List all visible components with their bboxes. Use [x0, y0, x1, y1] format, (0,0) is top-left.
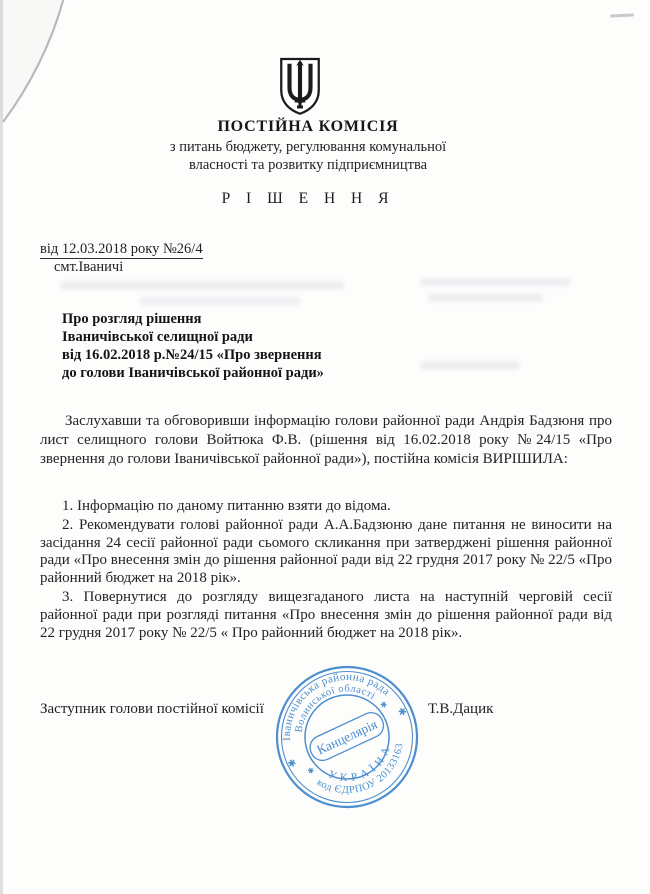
stamp-ring-text-top-inner: Волинської області [293, 683, 378, 734]
commission-subtitle [0, 139, 616, 174]
stamp-center-label: Канцелярія [314, 716, 380, 758]
bleed-through-artifact [420, 361, 520, 370]
stamp-ring-text-bottom-inner: У К Р А Ї Н А [326, 744, 393, 785]
stamp-star-icon: ✱ [378, 699, 389, 711]
stamp-ring-text-top-outer: Іваничівська районна рада [280, 670, 393, 741]
decision-date-number: від 12.03.2018 року №26/4 [40, 241, 203, 257]
ukraine-trident-emblem [277, 56, 323, 116]
bleed-through-artifact [428, 293, 543, 302]
stamp-ring-text-bottom-outer: код ЄДРПОУ 20133163 [314, 742, 406, 797]
bleed-through-artifact [60, 281, 345, 290]
scan-dash-artifact [610, 13, 634, 17]
subject-line: Про розгляд рішення [62, 311, 202, 327]
office-round-stamp [234, 624, 460, 850]
decision-items [40, 498, 612, 642]
decision-item-2: 2. Рекомендувати голові районної ради А.А.Бадзюню дане питання не виносити на засідання 24 сесії районної ради сьомого скликання при затверджені рішення районної ради «Про внесення змін до рішення районної ради від 22 грудня 2017 року № 22/5 «Про районний бюджет на 2018 рік». [40, 516, 612, 587]
decision-subject [62, 310, 324, 382]
stamp-star-icon: ✱ [306, 765, 316, 777]
commission-title: ПОСТІЙНА КОМІСІЯ [217, 118, 399, 135]
signer-name: Т.В.Дацик [428, 701, 494, 717]
commission-subtitle-line2: власності та розвитку підприємництва [188, 156, 428, 173]
stamp-star-icon: ✱ [396, 705, 410, 720]
bleed-through-artifact [420, 278, 570, 286]
stamp-star-icon: ✱ [286, 757, 299, 771]
document-header [0, 118, 616, 174]
document-type-heading: Р І Ш Е Н Н Я [221, 190, 395, 207]
subject-line: до голови Іваничівської районної ради» [62, 365, 324, 381]
decision-item-1: 1. Інформацію по даному питанню взяти до відома. [62, 498, 391, 514]
place-name: смт.Іваничі [54, 259, 124, 275]
commission-subtitle-line1: з питань бюджету, регулювання комунальної [169, 139, 447, 155]
bleed-through-artifact [140, 297, 300, 305]
subject-line: від 16.02.2018 р.№24/15 «Про звернення [62, 347, 322, 363]
signer-title: Заступник голови постійної комісії [40, 701, 264, 717]
decision-intro-paragraph: Заслухавши та обговоривши інформацію голови районної ради Андрія Бадзюня про лист селищного голови Войтюка Ф.В. (рішення від 16.02.2018 року №24/15 «Про звернення до голови Іваничівської районної ради»), постійна комісія ВИРІШИЛА: [40, 413, 612, 467]
decision-item-3: 3. Повернутися до розгляду вищезгаданого листа на наступній черговій сесії районної ради при розгляді питання «Про внесення змін до рішення районної ради від 22 грудня 2017 року № 22/5 « Про районний бюджет на 2018 рік». [40, 588, 612, 641]
subject-line: Іваничівської селищної ради [62, 329, 253, 345]
